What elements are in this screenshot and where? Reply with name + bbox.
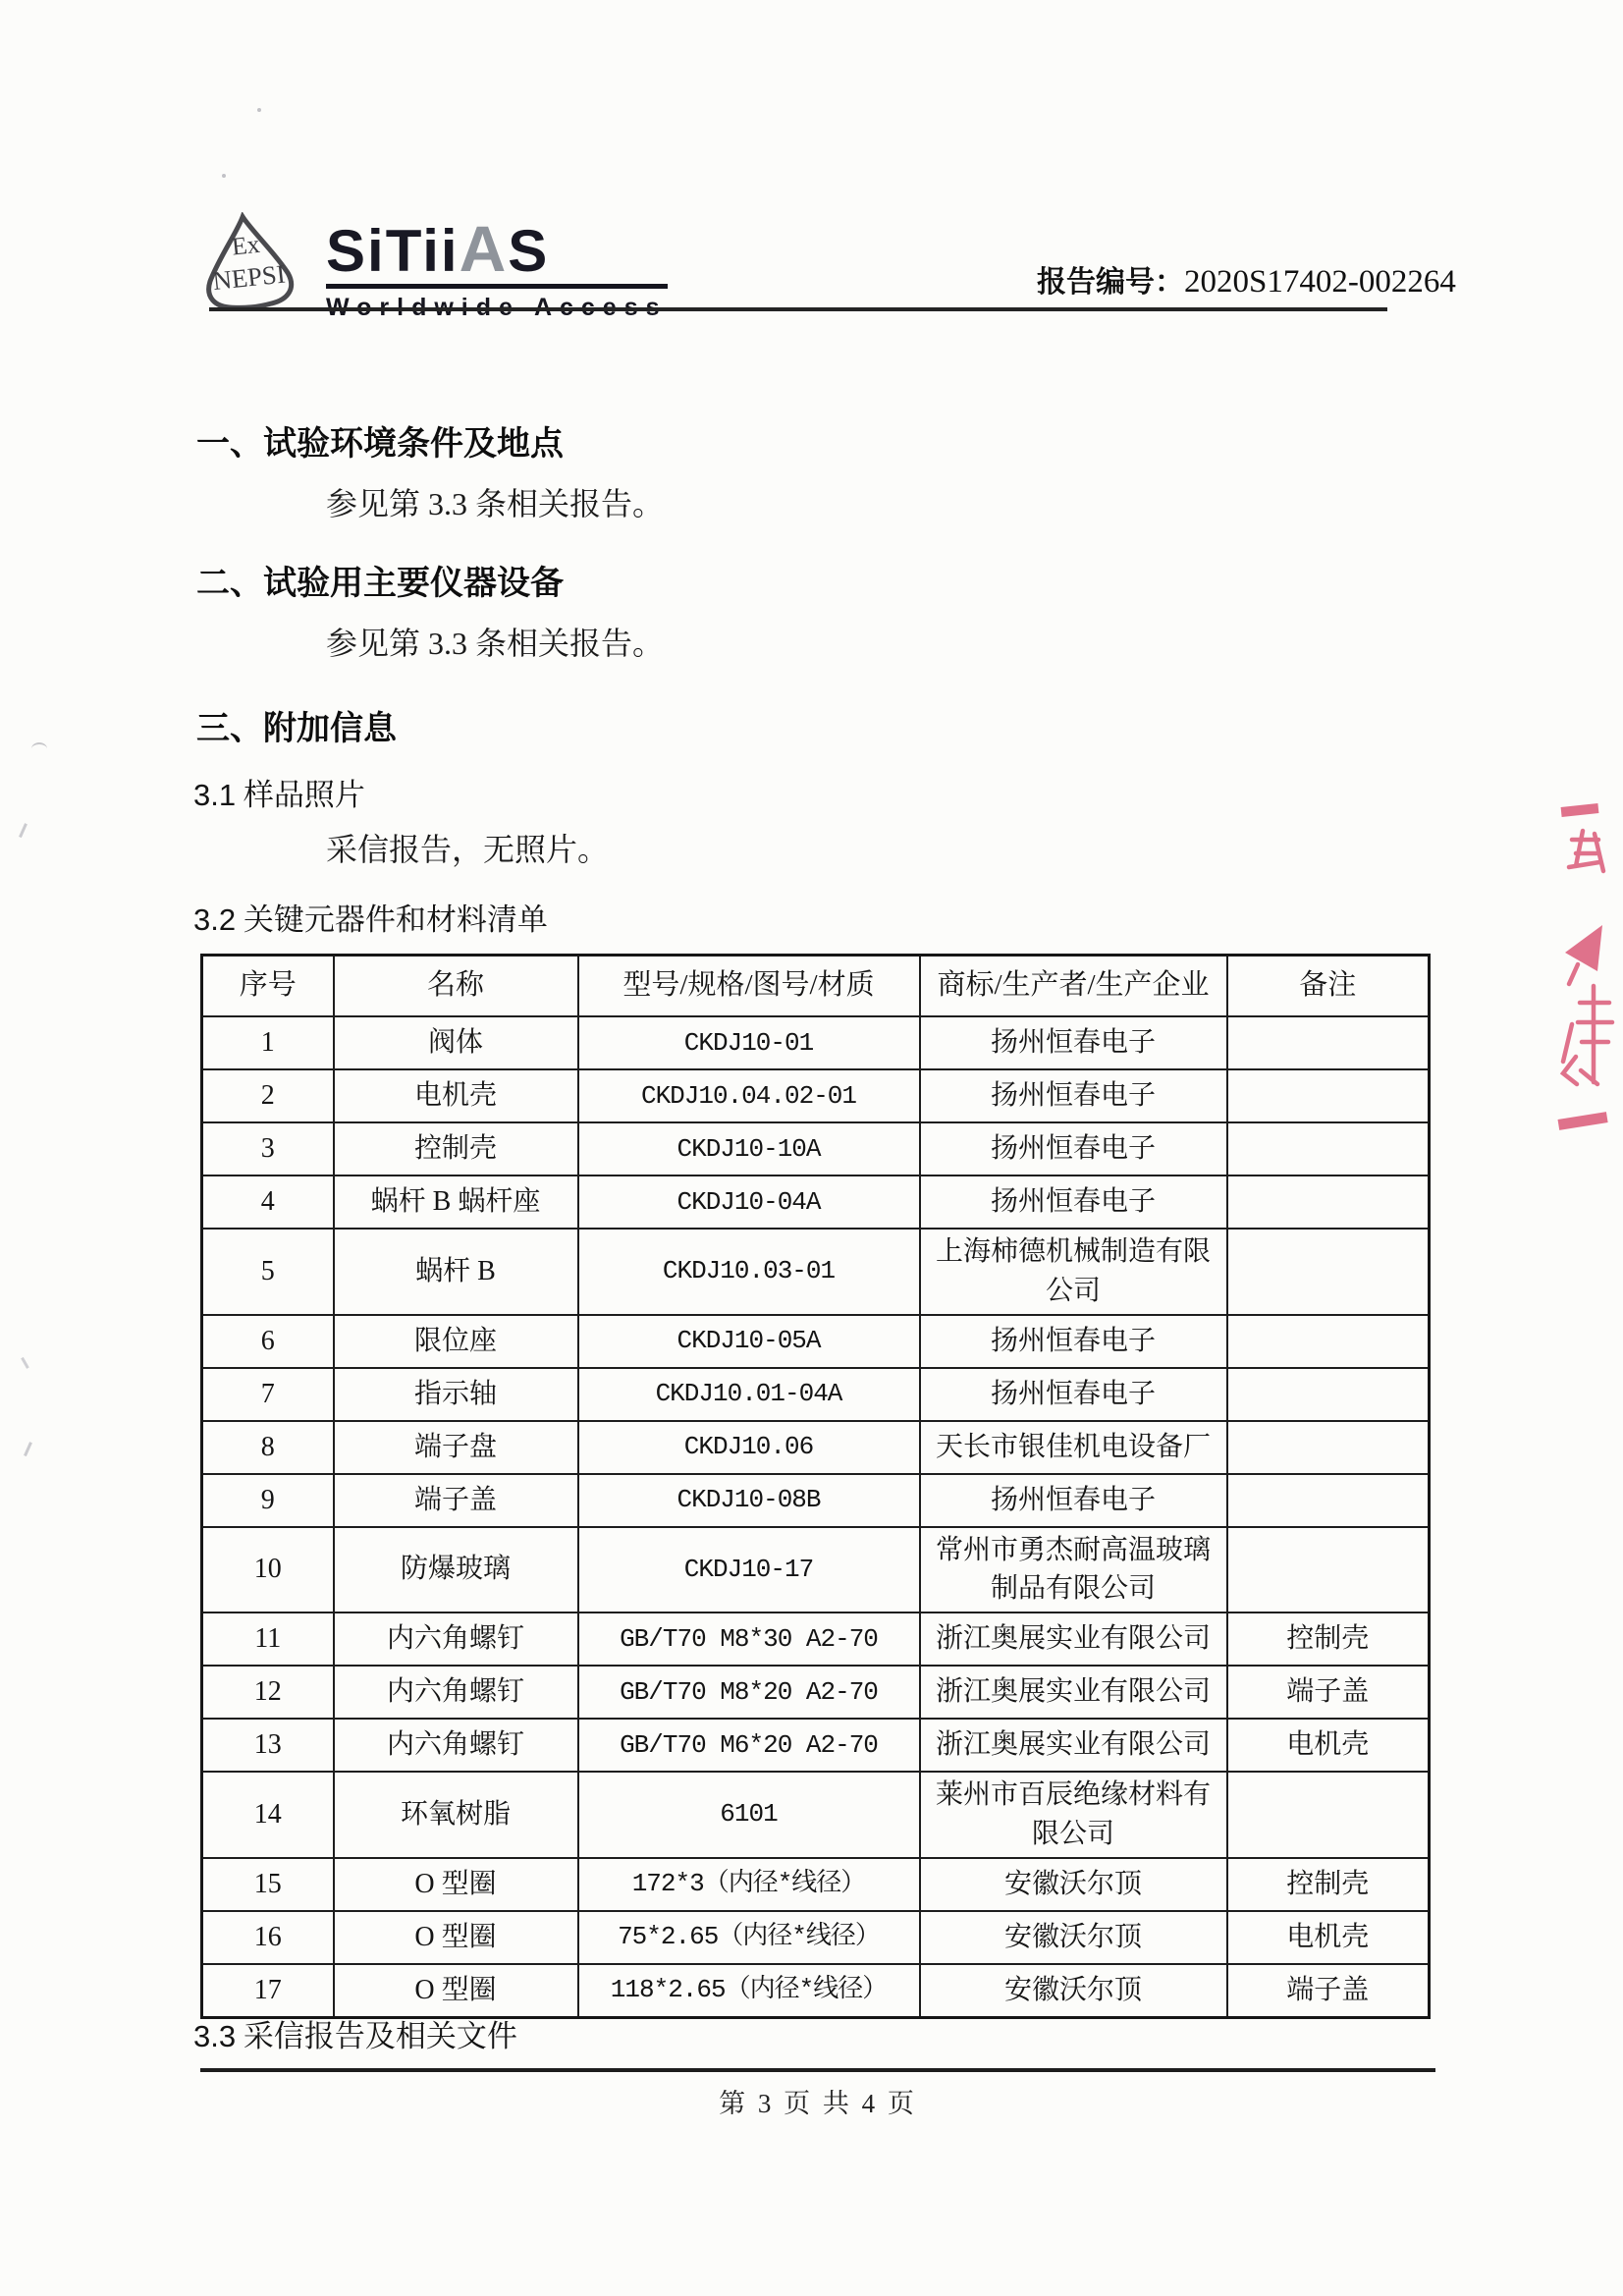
- table-row: [202, 1666, 1430, 1719]
- table-cell: 环氧树脂: [334, 1772, 578, 1858]
- column-header: 型号/规格/图号/材质: [578, 956, 920, 1017]
- table-cell: [1227, 1069, 1430, 1122]
- table-cell: 安徽沃尔顶: [920, 1911, 1227, 1964]
- table-cell: CKDJ10-05A: [578, 1315, 920, 1368]
- table-cell: 118*2.65（内径*线径）: [578, 1964, 920, 2018]
- table-cell: 安徽沃尔顶: [920, 1964, 1227, 2018]
- table-cell: 17: [202, 1964, 334, 2018]
- table-cell: 15: [202, 1858, 334, 1911]
- subsection-3-3-title: 采信报告及相关文件: [236, 2019, 517, 2053]
- table-cell: CKDJ10.06: [578, 1421, 920, 1474]
- section-2-heading: 二、试验用主要仪器设备: [196, 565, 564, 602]
- table-cell: 上海柿德机械制造有限公司: [920, 1229, 1227, 1315]
- subsection-3-2-number: 3.2: [193, 902, 237, 937]
- scan-artifact: [222, 174, 226, 178]
- table-cell: 扬州恒春电子: [920, 1474, 1227, 1527]
- brand-part3: S: [508, 218, 550, 284]
- table-cell: [1227, 1016, 1430, 1069]
- table-row: [202, 1964, 1430, 2018]
- ex-nepsi-badge-icon: [192, 212, 302, 312]
- table-cell: 浙江奥展实业有限公司: [920, 1719, 1227, 1772]
- scan-artifact: [31, 742, 47, 755]
- table-cell: GB/T70 M8*20 A2-70: [578, 1666, 920, 1719]
- table-header-row: [202, 956, 1430, 1017]
- subsection-3-1-title: 样品照片: [236, 778, 365, 812]
- table-cell: 蜗杆 B: [334, 1229, 578, 1315]
- table-cell: CKDJ10.01-04A: [578, 1368, 920, 1421]
- table-cell: O 型圈: [334, 1911, 578, 1964]
- subsection-3-1-number: 3.1: [193, 778, 237, 812]
- table-cell: 内六角螺钉: [334, 1666, 578, 1719]
- table-cell: 扬州恒春电子: [920, 1122, 1227, 1175]
- brand-block: [326, 212, 668, 322]
- table-cell: 扬州恒春电子: [920, 1368, 1227, 1421]
- table-cell: [1227, 1368, 1430, 1421]
- subsection-3-2-heading: [193, 895, 548, 939]
- report-number-row: [1037, 257, 1456, 301]
- scan-artifact: [24, 1442, 31, 1456]
- table-row: [202, 1421, 1430, 1474]
- page-number: 第 3 页 共 4 页: [719, 2089, 917, 2118]
- table-row: [202, 1368, 1430, 1421]
- table-cell: [1227, 1527, 1430, 1613]
- table-cell: 端子盖: [334, 1474, 578, 1527]
- table-cell: 扬州恒春电子: [920, 1016, 1227, 1069]
- scan-artifact: [21, 1357, 28, 1369]
- table-cell: 5: [202, 1229, 334, 1315]
- table-cell: 3: [202, 1122, 334, 1175]
- table-cell: 天长市银佳机电设备厂: [920, 1421, 1227, 1474]
- table-cell: CKDJ10-17: [578, 1527, 920, 1613]
- table-cell: GB/T70 M6*20 A2-70: [578, 1719, 920, 1772]
- table-cell: 防爆玻璃: [334, 1527, 578, 1613]
- table-cell: 端子盘: [334, 1421, 578, 1474]
- column-header: 序号: [202, 956, 334, 1017]
- subsection-3-1-heading: [193, 770, 365, 814]
- header-divider: [209, 307, 1387, 311]
- scan-artifact: [19, 823, 27, 838]
- table-cell: 限位座: [334, 1315, 578, 1368]
- section-1-heading: 一、试验环境条件及地点: [196, 425, 564, 463]
- section-2-body: 参见第 3.3 条相关报告。: [326, 626, 665, 661]
- column-header: 备注: [1227, 956, 1430, 1017]
- table-row: [202, 1016, 1430, 1069]
- table-cell: 6101: [578, 1772, 920, 1858]
- red-stamp-marks: [1532, 776, 1623, 1178]
- report-number-value: 2020S17402-002264: [1184, 264, 1456, 300]
- table-row: [202, 1315, 1430, 1368]
- table-cell: CKDJ10.03-01: [578, 1229, 920, 1315]
- table-cell: 内六角螺钉: [334, 1719, 578, 1772]
- badge-text-ex: Ex: [230, 229, 261, 261]
- table-cell: 8: [202, 1421, 334, 1474]
- brand-letter-a: A: [459, 212, 509, 285]
- brand-wordmark: [326, 212, 668, 289]
- table-cell: [1227, 1315, 1430, 1368]
- table-cell: [1227, 1421, 1430, 1474]
- table-cell: CKDJ10-08B: [578, 1474, 920, 1527]
- subsection-3-1-body: 采信报告，无照片。: [326, 832, 610, 867]
- table-cell: 7: [202, 1368, 334, 1421]
- brand-part1: SiTii: [326, 218, 460, 284]
- table-cell: CKDJ10-10A: [578, 1122, 920, 1175]
- column-header: 商标/生产者/生产企业: [920, 956, 1227, 1017]
- table-cell: 蜗杆 B 蜗杆座: [334, 1175, 578, 1229]
- table-cell: 75*2.65（内径*线径）: [578, 1911, 920, 1964]
- logo: [192, 212, 668, 322]
- table-row: [202, 1122, 1430, 1175]
- table-cell: 16: [202, 1911, 334, 1964]
- table-row: [202, 1911, 1430, 1964]
- table-cell: 电机壳: [334, 1069, 578, 1122]
- table-cell: 扬州恒春电子: [920, 1069, 1227, 1122]
- table-row: [202, 1175, 1430, 1229]
- table-cell: CKDJ10-01: [578, 1016, 920, 1069]
- table-cell: 控制壳: [1227, 1858, 1430, 1911]
- table-cell: 4: [202, 1175, 334, 1229]
- table-cell: [1227, 1474, 1430, 1527]
- table-row: [202, 1069, 1430, 1122]
- table-row: [202, 1229, 1430, 1315]
- table-cell: 172*3（内径*线径）: [578, 1858, 920, 1911]
- table-cell: 10: [202, 1527, 334, 1613]
- table-cell: 1: [202, 1016, 334, 1069]
- subsection-3-3-heading: [193, 2011, 517, 2055]
- table-row: [202, 1527, 1430, 1613]
- table-row: [202, 1858, 1430, 1911]
- table-cell: 端子盖: [1227, 1964, 1430, 2018]
- table-cell: 12: [202, 1666, 334, 1719]
- table-cell: 13: [202, 1719, 334, 1772]
- table-cell: GB/T70 M8*30 A2-70: [578, 1613, 920, 1666]
- table-row: [202, 1613, 1430, 1666]
- table-cell: 浙江奥展实业有限公司: [920, 1613, 1227, 1666]
- table-cell: 电机壳: [1227, 1719, 1430, 1772]
- table-cell: 安徽沃尔顶: [920, 1858, 1227, 1911]
- table-cell: 控制壳: [334, 1122, 578, 1175]
- components-table: [200, 954, 1431, 2019]
- subsection-3-2-title: 关键元器件和材料清单: [236, 902, 548, 937]
- table-cell: 浙江奥展实业有限公司: [920, 1666, 1227, 1719]
- table-cell: 阀体: [334, 1016, 578, 1069]
- table-cell: 端子盖: [1227, 1666, 1430, 1719]
- table-cell: 莱州市百辰绝缘材料有限公司: [920, 1772, 1227, 1858]
- section-3-heading: 三、附加信息: [196, 710, 397, 747]
- table-cell: 11: [202, 1613, 334, 1666]
- table-cell: 6: [202, 1315, 334, 1368]
- table-cell: 9: [202, 1474, 334, 1527]
- table-cell: 内六角螺钉: [334, 1613, 578, 1666]
- table-cell: O 型圈: [334, 1964, 578, 2018]
- table-cell: CKDJ10.04.02-01: [578, 1069, 920, 1122]
- table-row: [202, 1772, 1430, 1858]
- table-cell: 常州市勇杰耐高温玻璃制品有限公司: [920, 1527, 1227, 1613]
- badge-text-nepsi: NEPSI: [211, 258, 287, 297]
- table-cell: [1227, 1175, 1430, 1229]
- column-header: 名称: [334, 956, 578, 1017]
- table-cell: 14: [202, 1772, 334, 1858]
- table-cell: [1227, 1772, 1430, 1858]
- table-cell: 2: [202, 1069, 334, 1122]
- table-cell: O 型圈: [334, 1858, 578, 1911]
- table-cell: 扬州恒春电子: [920, 1315, 1227, 1368]
- table-cell: 控制壳: [1227, 1613, 1430, 1666]
- table-cell: 扬州恒春电子: [920, 1175, 1227, 1229]
- table-body: [202, 1016, 1430, 2017]
- table-row: [202, 1474, 1430, 1527]
- section-1-body: 参见第 3.3 条相关报告。: [326, 486, 665, 521]
- footer-divider: [200, 2068, 1435, 2072]
- table-cell: [1227, 1122, 1430, 1175]
- scan-artifact: [257, 108, 261, 112]
- table-cell: 指示轴: [334, 1368, 578, 1421]
- report-number-label: 报告编号：: [1037, 266, 1184, 299]
- table-head: [202, 956, 1430, 1017]
- table-cell: [1227, 1229, 1430, 1315]
- subsection-3-3-number: 3.3: [193, 2019, 237, 2053]
- table-cell: 电机壳: [1227, 1911, 1430, 1964]
- table-cell: CKDJ10-04A: [578, 1175, 920, 1229]
- table-row: [202, 1719, 1430, 1772]
